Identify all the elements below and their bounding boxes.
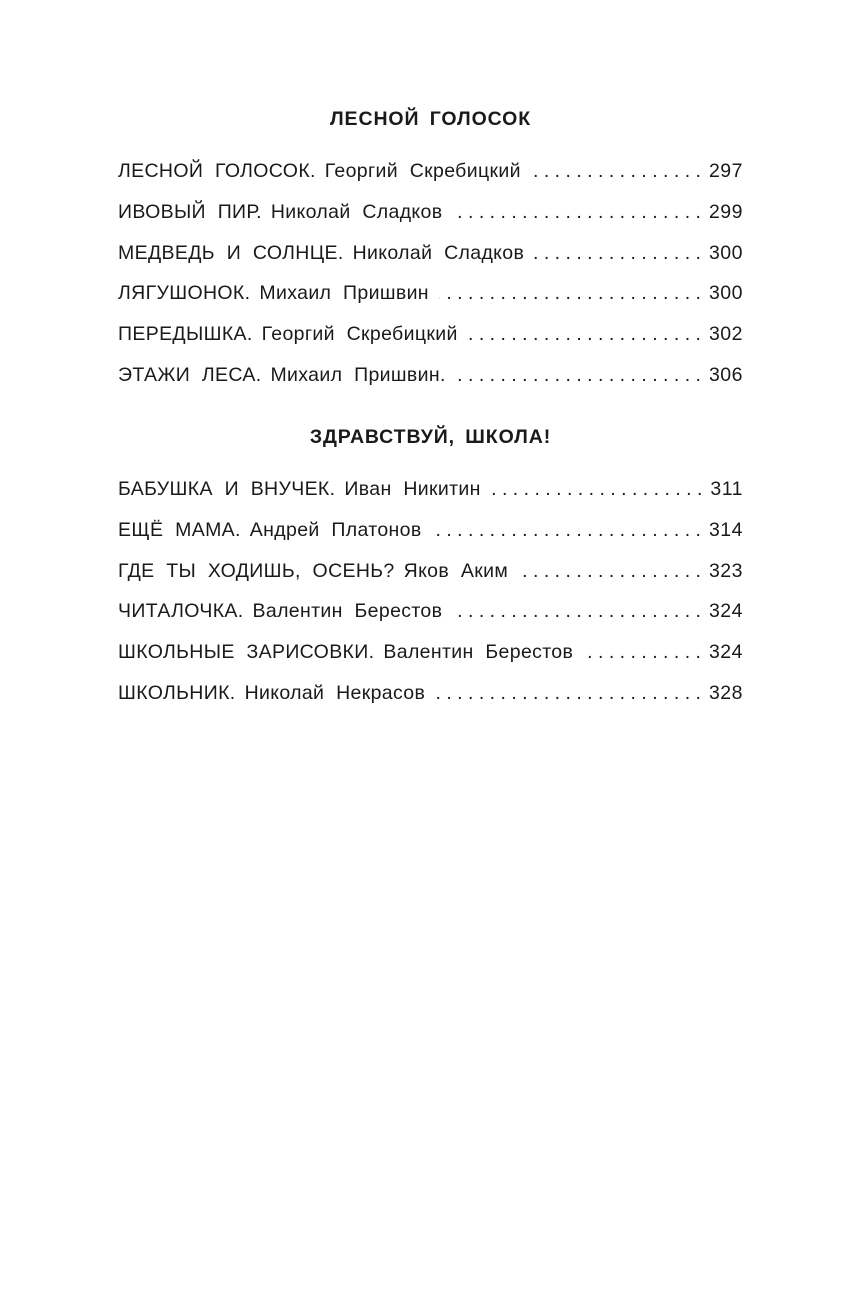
section-heading: ЛЕСНОЙ ГОЛОСОК [329,108,532,130]
toc-list [118,477,743,722]
page-number: 302 [708,323,743,346]
page-number: 306 [708,363,743,386]
dot-leader [583,640,701,664]
toc-entry [118,559,743,600]
entry-title: ИВОВЫЙ ПИР. [118,200,262,223]
dot-leader [491,477,703,501]
toc-entry [118,599,743,640]
page-number: 299 [708,200,743,223]
dot-leader [456,363,701,387]
entry-title: ЛЯГУШОНОК. [118,282,251,305]
page-number: 300 [708,241,743,264]
toc-entry [118,322,743,363]
toc-entry [118,363,743,404]
dot-leader [452,599,701,623]
entry-title: БАБУШКА И ВНУЧЕК. [118,478,336,500]
entry-author: Иван Никитин [344,478,481,500]
toc-entry [118,681,743,722]
entry-title: ЭТАЖИ ЛЕСА. [118,363,262,386]
entry-title: ЛЕСНОЙ ГОЛОСОК. [118,160,316,182]
toc-entry [118,281,743,322]
page-number: 323 [708,559,743,582]
dot-leader [452,200,701,224]
toc-list [118,159,743,404]
entry-author: Николай Сладков [270,200,443,223]
toc-entry [118,159,743,200]
entry-title: ШКОЛЬНЫЕ ЗАРИСОВКИ. [118,641,375,664]
entry-title: ШКОЛЬНИК. [118,681,236,704]
entry-author: Николай Сладков [352,241,525,264]
entry-author: Николай Некрасов [244,681,426,704]
toc-entry [118,241,743,282]
toc-entry [118,518,743,559]
dot-leader [518,559,701,583]
toc-entry [118,477,743,518]
entry-title: ГДЕ ТЫ ХОДИШЬ, ОСЕНЬ? [118,559,395,582]
page-number: 311 [710,478,743,500]
entry-title: ПЕРЕДЫШКА. [118,323,253,346]
toc-entry [118,200,743,241]
dot-leader [439,281,701,305]
dot-leader [534,241,701,265]
page-number: 297 [708,160,743,182]
entry-author: Валентин Берестов [383,641,574,664]
entry-author: Георгий Скребицкий [261,323,458,346]
page-number: 314 [708,518,743,541]
dot-leader [432,518,701,542]
page-number: 324 [708,641,743,664]
page-number: 300 [708,282,743,305]
dot-leader [435,681,701,705]
section-heading: ЗДРАВСТВУЙ, ШКОЛА! [309,426,552,448]
entry-title: ЧИТАЛОЧКА. [118,600,244,623]
entry-author: Яков Аким [403,559,509,582]
entry-author: Георгий Скребицкий [324,160,521,182]
dot-leader [531,159,701,183]
entry-title: ЕЩЁ МАМА. [118,518,241,541]
entry-title: МЕДВЕДЬ И СОЛНЦЕ. [118,241,344,264]
page-number: 328 [708,681,743,704]
entry-author: Валентин Берестов [252,600,443,623]
entry-author: Михаил Пришвин. [270,363,446,386]
entry-author: Андрей Платонов [249,518,422,541]
dot-leader [468,322,701,346]
page-number: 324 [708,600,743,623]
entry-author: Михаил Пришвин [259,282,429,305]
toc-entry [118,640,743,681]
